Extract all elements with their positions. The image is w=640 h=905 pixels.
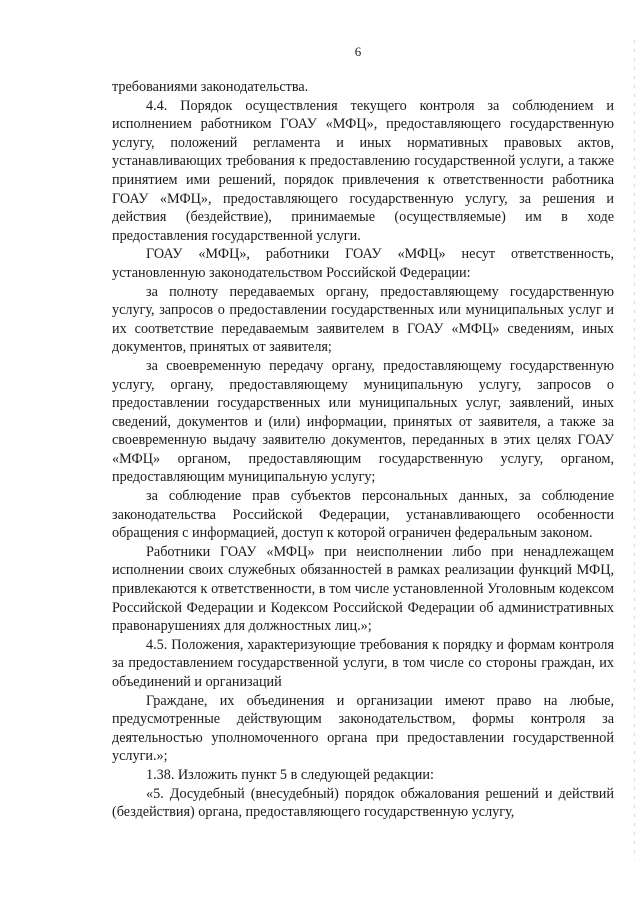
paragraph-citizens-control: Граждане, их объединения и организации имеют право на любые, предусмотренные действующим законодательством, формы контроля за деятельностью уполномоченного органа при предоставлении государственной услуги.»;	[112, 692, 614, 765]
paragraph-responsibility-timeliness: за своевременную передачу органу, предоставляющему государственную услугу, органу, предоставляющему муниципальную услугу, запросов о предоставлении государственных или муниципальных услуг, заявлений, иных сведений, документов и (или) информации, принятых от заявителя, а также за своевременную выдачу заявителю документов, переданных в этих целях ГОАУ «МФЦ» органом, предоставляющим государственную услугу, органом, предоставляющим муниципальную услугу;	[112, 357, 614, 486]
paragraph-responsibility-completeness: за полноту передаваемых органу, предоставляющему государственную услугу, запросов о предоставлении государственных или муниципальных услуг и их соответствие передаваемым заявителем в ГОАУ «МФЦ» сведениям, иных документов, принятых от заявителя;	[112, 283, 614, 356]
paragraph-item-1-38: 1.38. Изложить пункт 5 в следующей редакции:	[146, 766, 434, 783]
paragraph-continuation: требованиями законодательства.	[112, 79, 309, 95]
paragraph-employee-liability: Работники ГОАУ «МФЦ» при неисполнении либо при ненадлежащем исполнении своих служебных обязанностей в рамках реализации функций МФЦ, привлекаются к ответственности, в том числе установленной Уголовным кодексом Российской Федерации и Кодексом Российской Федерации об административных правонарушениях для должностных лиц.»;	[112, 543, 614, 635]
paragraph-section-4-5: 4.5. Положения, характеризующие требования к порядку и формам контроля за предоставлением государственной услуги, в том числе со стороны граждан, их объединений и организаций	[112, 636, 614, 690]
paragraph-section-4-4: 4.4. Порядок осуществления текущего контроля за соблюдением и исполнением работником ГОАУ «МФЦ», предоставляющего государственную услугу, положений регламента и иных нормативных правовых актов, устанавливающих требования к предоставлению государственной услуги, а также принятием ими решений, порядок привлечения к ответственности работника ГОАУ «МФЦ», предоставляющего государственную услугу, за решения и действия (бездействие), принимаемые (осуществляемые) им в ходе предоставления государственной услуги.	[112, 97, 614, 244]
paragraph-responsibility-personal-data: за соблюдение прав субъектов персональных данных, за соблюдение законодательства Российской Федерации, устанавливающего особенности обращения с информацией, доступ к которой ограничен федеральным законом.	[112, 488, 614, 542]
document-body	[112, 78, 614, 822]
paragraph-section-5: «5. Досудебный (внесудебный) порядок обжалования решений и действий (бездействия) органа, предоставляющего государственную услугу,	[112, 785, 614, 821]
page-number: 6	[354, 44, 362, 59]
scan-edge-line	[634, 40, 635, 860]
paragraph-responsibility-intro: ГОАУ «МФЦ», работники ГОАУ «МФЦ» несут ответственность, установленную законодательством Российской Федерации:	[112, 246, 614, 281]
